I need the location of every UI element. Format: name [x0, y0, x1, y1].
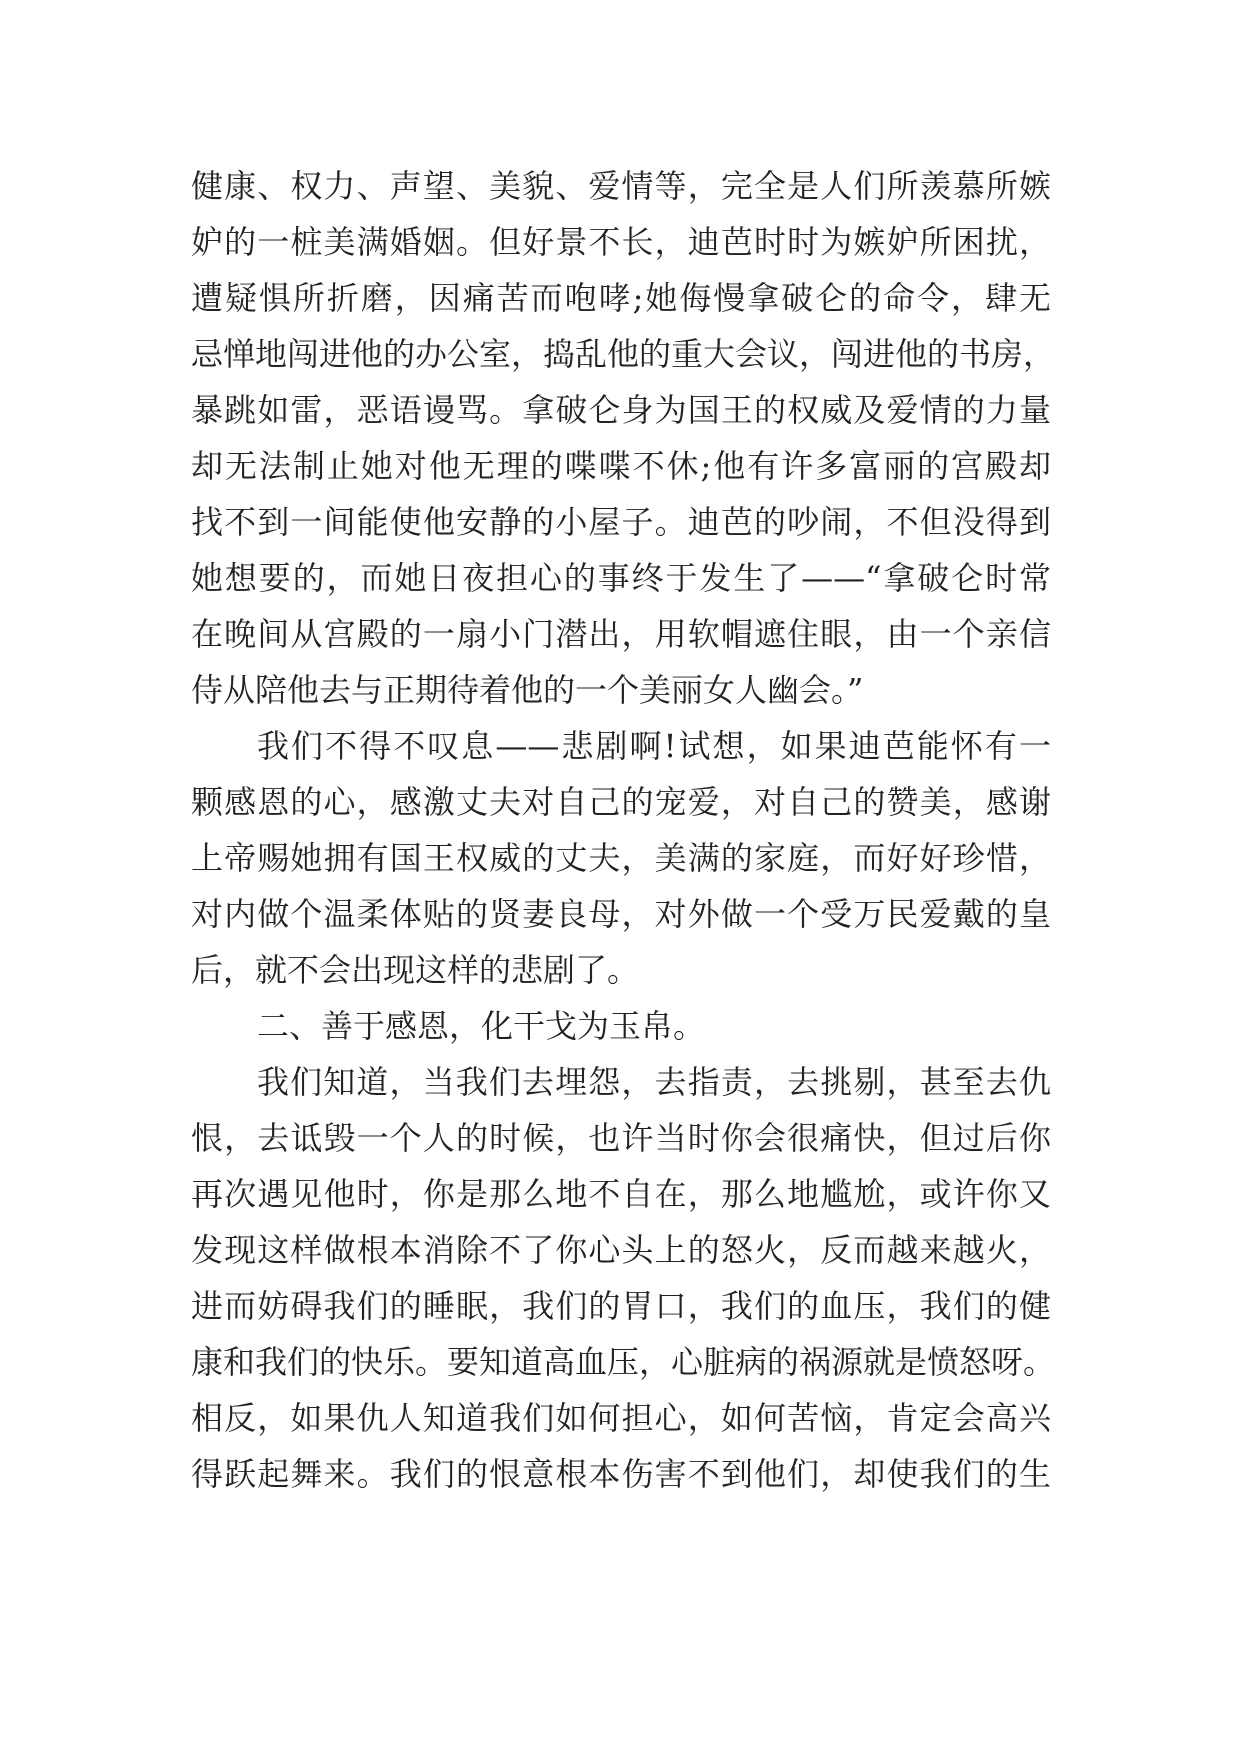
text-line: 健康、权力、声望、美貌、爱情等，完全是人们所羡慕所嫉: [191, 167, 1051, 205]
text-line: 相反，如果仇人知道我们如何担心，如何苦恼，肯定会高兴: [191, 1399, 1051, 1437]
text-line: 暴跳如雷，恶语谩骂。拿破仑身为国王的权威及爱情的力量: [191, 391, 1051, 429]
text-line: 进而妨碍我们的睡眠，我们的胃口，我们的血压，我们的健: [191, 1287, 1051, 1325]
text-line: 却无法制止她对他无理的喋喋不休;他有许多富丽的宫殿却: [191, 447, 1051, 485]
text-line: 上帝赐她拥有国王权威的丈夫，美满的家庭，而好好珍惜，: [191, 839, 1051, 877]
text-line: 发现这样做根本消除不了你心头上的怒火，反而越来越火，: [191, 1231, 1051, 1269]
text-line: 颗感恩的心，感激丈夫对自己的宠爱，对自己的赞美，感谢: [191, 783, 1051, 821]
text-line: 后，就不会出现这样的悲剧了。: [191, 951, 640, 989]
text-line: 恨，去诋毁一个人的时候，也许当时你会很痛快，但过后你: [191, 1119, 1051, 1157]
text-line: 二、善于感恩，化干戈为玉帛。: [257, 1007, 706, 1045]
text-line: 再次遇见他时，你是那么地不自在，那么地尴尬，或许你又: [191, 1175, 1051, 1213]
text-line: 找不到一间能使他安静的小屋子。迪芭的吵闹，不但没得到: [191, 503, 1051, 541]
text-line: 我们不得不叹息——悲剧啊!试想，如果迪芭能怀有一: [257, 727, 1051, 765]
text-line: 忌惮地闯进他的办公室，捣乱他的重大会议，闯进他的书房，: [191, 335, 1056, 373]
text-line: 妒的一桩美满婚姻。但好景不长，迪芭时时为嫉妒所困扰，: [191, 223, 1051, 261]
text-line: 对内做个温柔体贴的贤妻良母，对外做一个受万民爱戴的皇: [191, 895, 1051, 933]
text-line: 得跃起舞来。我们的恨意根本伤害不到他们，却使我们的生: [191, 1455, 1051, 1493]
text-line: 在晚间从宫殿的一扇小门潜出，用软帽遮住眼，由一个亲信: [191, 615, 1051, 653]
text-line: 我们知道，当我们去埋怨，去指责，去挑剔，甚至去仇: [257, 1063, 1051, 1101]
body-text: [191, 158, 1056, 1502]
text-line: 侍从陪他去与正期待着他的一个美丽女人幽会。”: [191, 671, 864, 709]
text-line: 康和我们的快乐。要知道高血压，心脏病的祸源就是愤怒呀。: [191, 1343, 1056, 1381]
text-line: 遭疑惧所折磨，因痛苦而咆哮;她侮慢拿破仑的命令，肆无: [191, 279, 1051, 317]
text-line: 她想要的，而她日夜担心的事终于发生了——“拿破仑时常: [191, 559, 1051, 597]
